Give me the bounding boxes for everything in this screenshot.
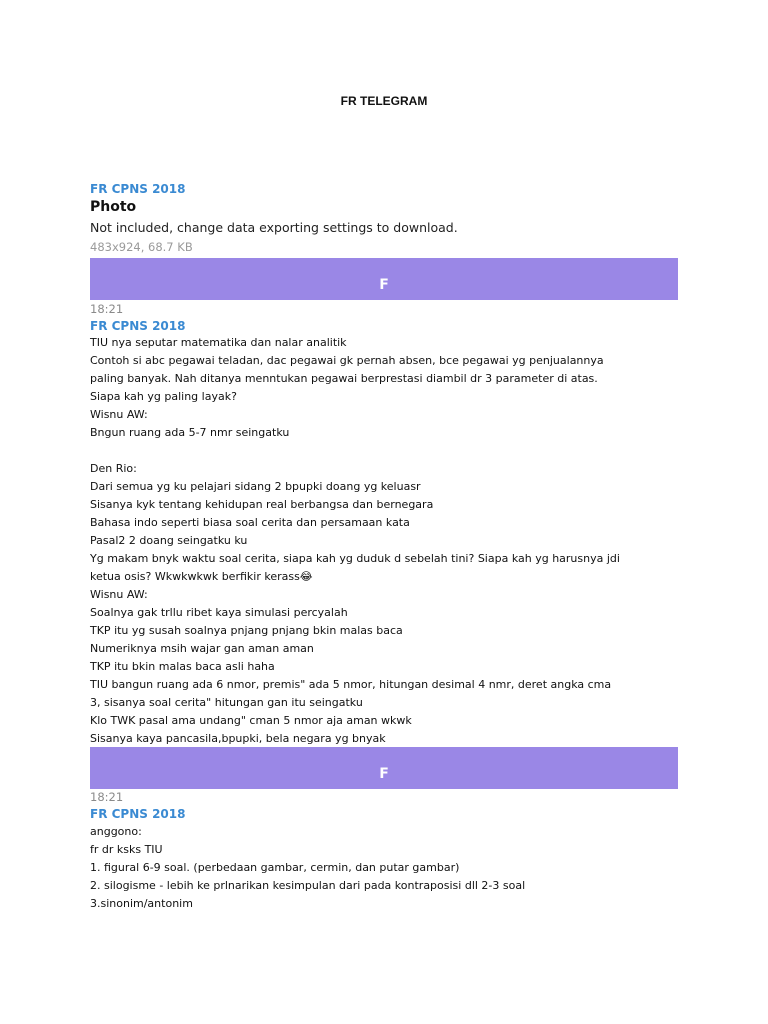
message-line: ketua osis? Wkwkwkwk berfikir kerass😂	[90, 570, 313, 583]
message-line: Klo TWK pasal ama undang" cman 5 nmor aja aman wkwk	[90, 714, 412, 727]
message-body	[90, 334, 650, 748]
message-line: TKP itu bkin malas baca asli haha	[90, 660, 275, 673]
userpic-banner	[90, 747, 678, 789]
message-sender[interactable]: FR CPNS 2018	[90, 319, 186, 333]
message-sender[interactable]: FR CPNS 2018	[90, 807, 186, 821]
page-title: FR TELEGRAM	[340, 94, 428, 108]
message-body	[90, 823, 650, 913]
message-line: Wisnu AW:	[90, 588, 148, 601]
message-line: TKP itu yg susah soalnya pnjang pnjang bkin malas baca	[90, 624, 403, 637]
message-time: 18:21	[90, 790, 124, 804]
message-line: Siapa kah yg paling layak?	[90, 390, 237, 403]
photo-note: Not included, change data exporting settings to download.	[90, 220, 458, 235]
message-line: Pasal2 2 doang seingatku ku	[90, 534, 248, 547]
message-line: Numeriknya msih wajar gan aman aman	[90, 642, 314, 655]
message-line: Yg makam bnyk waktu soal cerita, siapa kah yg duduk d sebelah tini? Siapa kah yg harusnya jdi	[90, 552, 620, 565]
message-line: Contoh si abc pegawai teladan, dac pegawai gk pernah absen, bce pegawai yg penjualannya	[90, 354, 604, 367]
userpic-letter: F	[379, 766, 389, 782]
message-line	[90, 442, 650, 460]
message-line: 2. silogisme - lebih ke prlnarikan kesimpulan dari pada kontraposisi dll 2-3 soal	[90, 879, 526, 892]
message-line: 3.sinonim/antonim	[90, 897, 193, 910]
message-line: 1. figural 6-9 soal. (perbedaan gambar, cermin, dan putar gambar)	[90, 861, 460, 874]
userpic-letter: F	[379, 277, 389, 293]
message-line: Den Rio:	[90, 462, 137, 475]
message-line: 3, sisanya soal cerita" hitungan gan itu seingatku	[90, 696, 363, 709]
message-line: Soalnya gak trllu ribet kaya simulasi percyalah	[90, 606, 348, 619]
message-time: 18:21	[90, 302, 124, 316]
message-line: TIU nya seputar matematika dan nalar analitik	[90, 336, 347, 349]
message-line: Wisnu AW:	[90, 408, 148, 421]
message-line: fr dr ksks TIU	[90, 843, 163, 856]
message-line: Sisanya kaya pancasila,bpupki, bela negara yg bnyak	[90, 732, 386, 745]
message-line: paling banyak. Nah ditanya menntukan pegawai berprestasi diambil dr 3 parameter di atas.	[90, 372, 598, 385]
message-line: Sisanya kyk tentang kehidupan real berbangsa dan bernegara	[90, 498, 434, 511]
message-line: TIU bangun ruang ada 6 nmor, premis" ada 5 nmor, hitungan desimal 4 nmr, deret angka cma	[90, 678, 612, 691]
message-line: Dari semua yg ku pelajari sidang 2 bpupki doang yg keluasr	[90, 480, 421, 493]
message-line: Bahasa indo seperti biasa soal cerita dan persamaan kata	[90, 516, 410, 529]
photo-meta: 483x924, 68.7 KB	[90, 240, 193, 254]
message-line: Bngun ruang ada 5-7 nmr seingatku	[90, 426, 290, 439]
photo-heading: Photo	[90, 199, 137, 215]
message-line: anggono:	[90, 825, 142, 838]
photo-message-sender[interactable]: FR CPNS 2018	[90, 182, 186, 196]
userpic-banner	[90, 258, 678, 300]
